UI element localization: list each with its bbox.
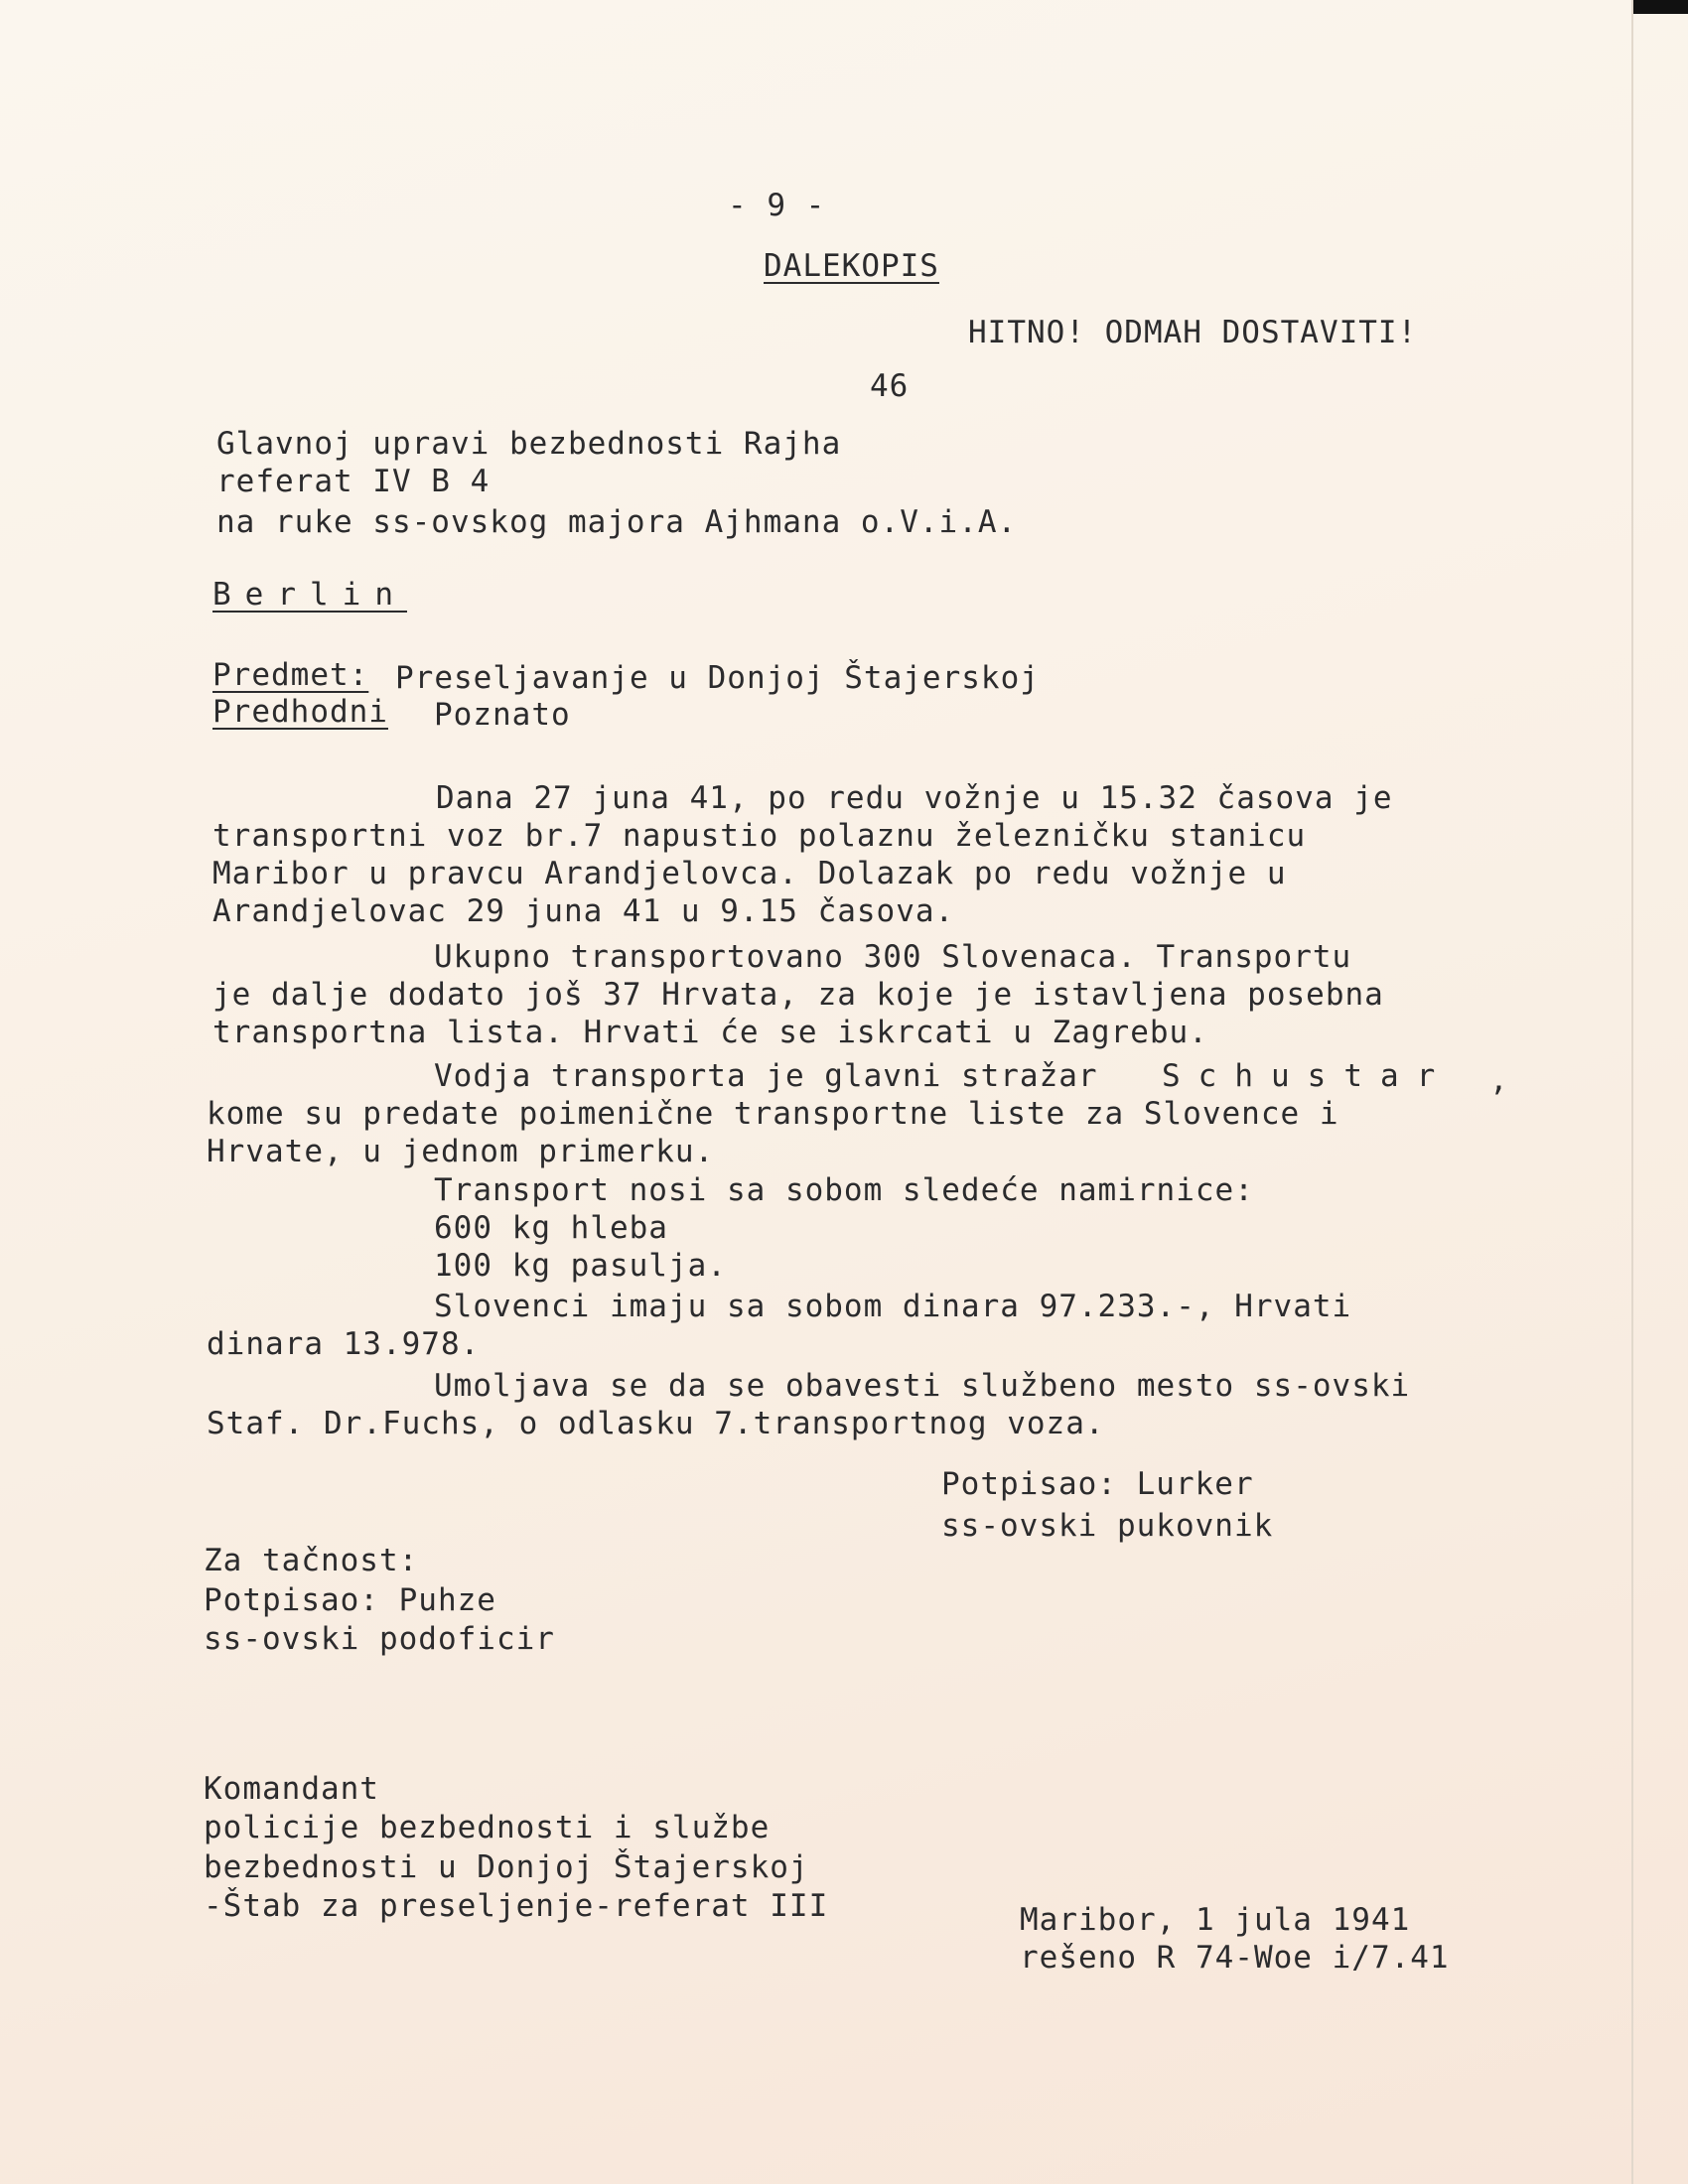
recipient-line-1: Glavnoj upravi bezbednosti Rajha (216, 426, 842, 462)
document-title: DALEKOPIS (764, 248, 939, 284)
body-line: dinara 13.978. (207, 1326, 481, 1362)
body-paragraph-4 (434, 1171, 1254, 1285)
document-number: 46 (870, 368, 910, 404)
body-line: 100 kg pasulja. (434, 1248, 727, 1284)
body-line: Slovenci imaju sa sobom dinara 97.233.-, Hrvati (434, 1289, 1352, 1324)
body-line: je dalje dodato još 37 Hrvata, za koje je istavljena posebna (212, 977, 1384, 1013)
body-paragraph-2 (212, 938, 1384, 1051)
sender-line-4: -Štab za preseljenje-referat III (204, 1888, 829, 1924)
body-line: Umoljava se da se obavesti službeno mesto ss-ovski (434, 1368, 1411, 1404)
body-line: transportni voz br.7 napustio polaznu železničku stanicu (212, 818, 1307, 854)
page-number: - 9 - (728, 188, 826, 223)
sender-line-1: Komandant (204, 1771, 379, 1807)
place-date-line-1: Maribor, 1 jula 1941 (1020, 1902, 1411, 1938)
body-paragraph-5 (207, 1288, 1351, 1363)
body-line: Ukupno transportovano 300 Slovenaca. Transportu (434, 939, 1352, 975)
body-paragraph-3 (207, 1095, 1339, 1170)
signature-line-2: ss-ovski pukovnik (941, 1508, 1274, 1544)
previous-value: Poznato (434, 697, 571, 733)
previous-label: Predhodni (212, 694, 388, 730)
certification-line-2: Potpisao: Puhze (204, 1582, 496, 1618)
body-line: Staf. Dr.Fuchs, o odlasku 7.transportnog voza. (207, 1406, 1105, 1441)
urgent-notice: HITNO! ODMAH DOSTAVITI! (968, 315, 1418, 350)
body-line: Dana 27 juna 41, po redu vožnje u 15.32 časova je (436, 780, 1393, 816)
body-line: kome su predate poimenične transportne liste za Slovence i (207, 1096, 1339, 1132)
sender-line-3: bezbednosti u Donjoj Štajerskoj (204, 1849, 809, 1885)
recipient-city: Berlin (212, 577, 407, 613)
transport-leader-comma: , (1489, 1062, 1509, 1098)
body-line: transportna lista. Hrvati će se iskrcati u Zagrebu. (212, 1015, 1208, 1050)
signature-line-1: Potpisao: Lurker (941, 1466, 1254, 1502)
body-line: 600 kg hleba (434, 1210, 668, 1246)
body-line: Transport nosi sa sobom sledeće namirnice: (434, 1172, 1254, 1208)
subject-value: Preseljavanje u Donjoj Štajerskoj (395, 660, 1040, 696)
sender-line-2: policije bezbednosti i službe (204, 1810, 771, 1845)
place-date-line-2: rešeno R 74-Woe i/7.41 (1020, 1940, 1450, 1976)
body-line: Hrvate, u jednom primerku. (207, 1134, 715, 1169)
body-paragraph-6 (207, 1367, 1410, 1442)
body-paragraph-1 (212, 779, 1393, 930)
subject-label: Predmet: (212, 657, 369, 693)
certification-line-1: Za tačnost: (204, 1543, 419, 1578)
recipient-line-3: na ruke ss-ovskog majora Ajhmana o.V.i.A. (216, 504, 1018, 540)
certification-line-3: ss-ovski podoficir (204, 1621, 555, 1657)
body-line: Arandjelovac 29 juna 41 u 9.15 časova. (212, 893, 955, 929)
body-paragraph-3-prefix: Vodja transporta je glavni stražar (434, 1058, 1098, 1094)
body-line: Maribor u pravcu Arandjelovca. Dolazak po redu vožnje u (212, 856, 1287, 891)
recipient-line-2: referat IV B 4 (216, 464, 491, 499)
transport-leader-name: Schustar (1162, 1058, 1454, 1094)
